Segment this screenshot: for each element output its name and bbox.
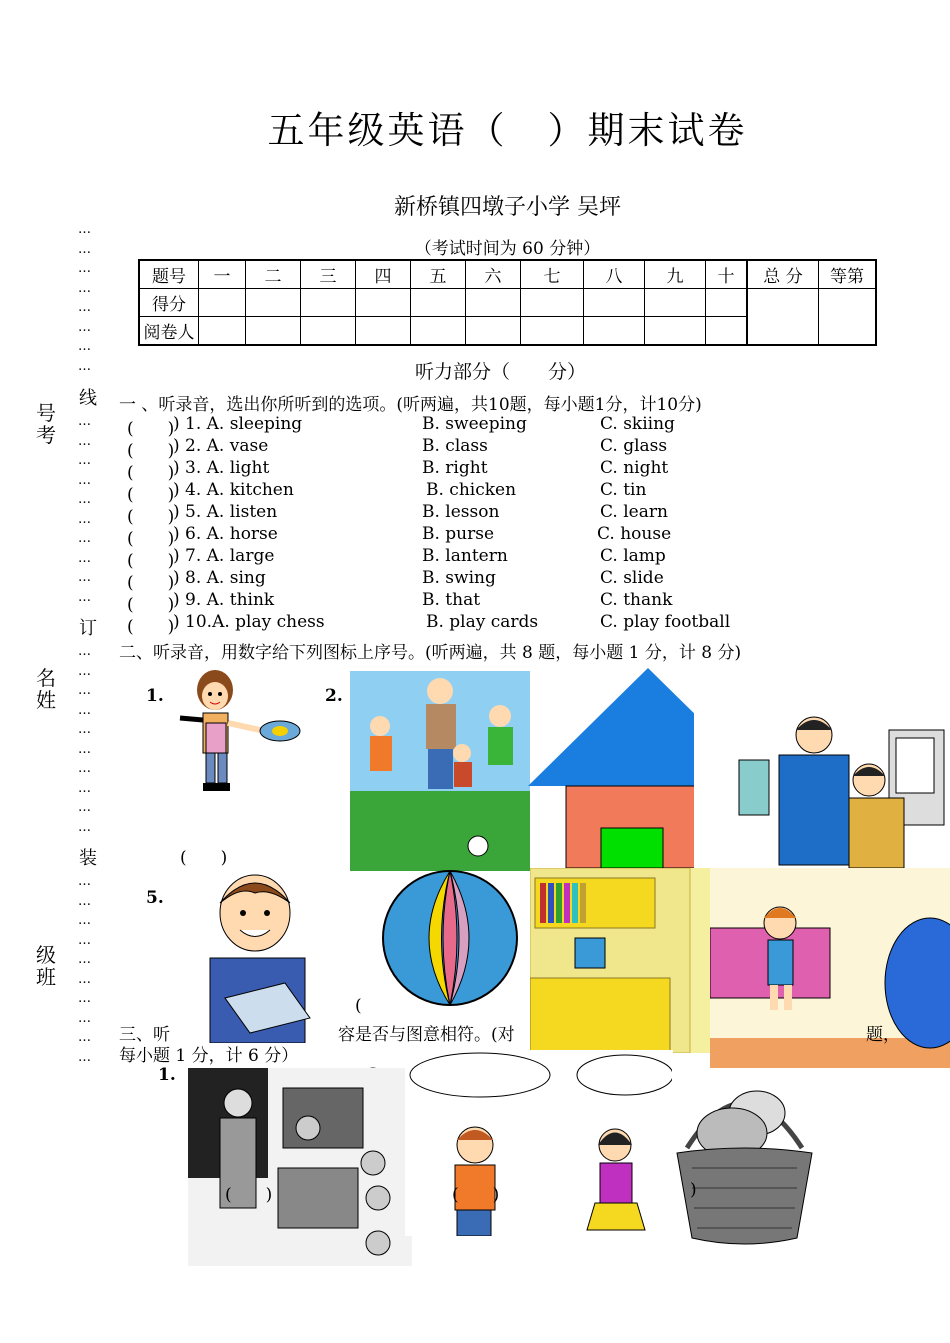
binding-mark: 线: [79, 388, 97, 409]
binding-dots: … … … … … … … … … …: [78, 644, 91, 835]
beach-ball-picture: [378, 868, 523, 1008]
binding-dots: … … … … … … … … … …: [78, 414, 91, 605]
q-bracket[interactable]: ( ): [127, 507, 175, 527]
score-header-cell: 八: [584, 260, 645, 289]
section3-instruction-line2: 每小题 1 分，计 6 分）: [119, 1046, 299, 1066]
boy-reading-picture: [170, 868, 340, 1043]
q-option-a: ) 5. A. listen: [173, 502, 278, 522]
q-option-c: C. skiing: [600, 414, 675, 434]
total-score-cell[interactable]: [747, 289, 819, 346]
score-row: [139, 289, 876, 317]
q-bracket[interactable]: ( ): [127, 463, 175, 483]
q-option-c: C. play football: [600, 612, 731, 632]
q-option-b: B. class: [422, 436, 488, 456]
living-room-girl-picture: [710, 868, 950, 1068]
answer-bracket[interactable]: ( ): [225, 1185, 273, 1205]
q-option-a: ) 9. A. think: [173, 590, 275, 610]
q-option-b: B. lesson: [422, 502, 500, 522]
answer-bracket[interactable]: ( ): [180, 848, 228, 868]
score-cell[interactable]: [356, 289, 411, 317]
grader-cell[interactable]: [706, 317, 748, 346]
q-option-c: C. lamp: [600, 546, 666, 566]
grader-cell[interactable]: [246, 317, 301, 346]
q-option-c: C. glass: [600, 436, 668, 456]
grade-cell[interactable]: [819, 289, 877, 346]
q-bracket[interactable]: ( ): [127, 441, 175, 461]
score-header-cell: 三: [301, 260, 356, 289]
binding-mark: 装: [79, 848, 97, 869]
score-row-label: 得分: [139, 289, 199, 317]
children-playing-football-picture: [350, 671, 530, 871]
q-option-a: ) 2. A. vase: [173, 436, 269, 456]
q-bracket[interactable]: ( ): [127, 551, 175, 571]
q-option-a: ) 6. A. horse: [173, 524, 278, 544]
dog-in-basket-picture: [672, 1068, 817, 1248]
girl-cooking-picture: [170, 668, 310, 803]
score-cell[interactable]: [246, 289, 301, 317]
grader-cell[interactable]: [301, 317, 356, 346]
score-header-cell: 九: [645, 260, 706, 289]
exam-title: 五年级英语（ ）期末试卷: [267, 109, 748, 152]
q-bracket[interactable]: ( ): [127, 419, 175, 439]
score-cell[interactable]: [645, 289, 706, 317]
picture-label: 2.: [325, 686, 343, 706]
grader-cell[interactable]: [411, 317, 466, 346]
q-option-a: ) 8. A. sing: [173, 568, 266, 588]
q-option-a: ) 3. A. light: [173, 458, 270, 478]
school-name: 新桥镇四墩子小学 吴坪: [394, 195, 621, 220]
binding-mark: 订: [79, 618, 97, 639]
section3-instruction: 三、听: [119, 1025, 170, 1045]
boy-girl-thinking-picture: [405, 1050, 673, 1236]
score-cell[interactable]: [411, 289, 466, 317]
q-option-c: C. night: [600, 458, 669, 478]
q-option-b: B. chicken: [426, 480, 517, 500]
grader-cell[interactable]: [356, 317, 411, 346]
score-header-cell: 二: [246, 260, 301, 289]
class-field: 级 班: [36, 943, 56, 989]
q-option-b: B. play cards: [426, 612, 539, 632]
grader-row-label: 阅卷人: [139, 317, 199, 346]
section3-instruction-mid: 容是否与图意相符。(对: [338, 1025, 515, 1045]
grader-cell[interactable]: [199, 317, 246, 346]
score-header-cell: 五: [411, 260, 466, 289]
score-table: [138, 259, 877, 346]
picture-label: 5.: [146, 888, 164, 908]
q-option-b: B. purse: [422, 524, 495, 544]
student-name-field: 名 姓: [36, 666, 56, 712]
classroom-picture: [188, 1068, 412, 1266]
binding-dots: … … … … … … … …: [78, 222, 91, 374]
section2-instruction: 二、听录音，用数字给下列图标上序号。(听两遍，共 8 题，每小题 1 分，计 8 分): [119, 643, 742, 663]
q-bracket[interactable]: ( ): [127, 595, 175, 615]
q-bracket[interactable]: ( ): [127, 485, 175, 505]
q-option-b: B. swing: [422, 568, 496, 588]
answer-bracket: (: [355, 996, 362, 1016]
score-cell[interactable]: [466, 289, 521, 317]
section3-instruction-end: 题，: [866, 1025, 900, 1045]
score-header-cell: 题号: [139, 260, 199, 289]
score-cell[interactable]: [199, 289, 246, 317]
score-table-header-row: [139, 260, 876, 289]
q-bracket[interactable]: ( ): [127, 573, 175, 593]
score-header-cell: 六: [466, 260, 521, 289]
exam-number-field: 号 考: [36, 401, 56, 447]
score-cell[interactable]: [521, 289, 584, 317]
binding-dots: … … … … … … … … … …: [78, 874, 91, 1065]
score-header-cell: 十: [706, 260, 748, 289]
q-option-c: C. slide: [600, 568, 664, 588]
exam-time: （考试时间为 60 分钟）: [414, 239, 601, 259]
grader-cell[interactable]: [584, 317, 645, 346]
score-header-cell: 四: [356, 260, 411, 289]
listening-section-header: 听力部分（ 分）: [415, 361, 587, 383]
q-bracket[interactable]: ( ): [127, 617, 175, 637]
answer-bracket[interactable]: ( ): [452, 1185, 500, 1205]
picture-label: 1.: [146, 686, 164, 706]
score-cell[interactable]: [706, 289, 748, 317]
score-cell[interactable]: [301, 289, 356, 317]
q-option-c: C. tin: [600, 480, 647, 500]
q-option-b: B. right: [422, 458, 488, 478]
q-option-c: C. thank: [600, 590, 673, 610]
section1-instruction: 一 、听录音，选出你所听到的选项。(听两遍，共10题，每小题1分，计10分): [119, 395, 702, 415]
q-option-a: ) 4. A. kitchen: [173, 480, 294, 500]
q-option-b: B. lantern: [422, 546, 508, 566]
workers-computer-picture: [694, 710, 950, 870]
q-option-a: ) 7. A. large: [173, 546, 275, 566]
q-option-a: ) 10.A. play chess: [173, 612, 325, 632]
q-option-b: B. sweeping: [422, 414, 527, 434]
score-header-cell: 等第: [819, 260, 877, 289]
score-header-cell: 总 分: [747, 260, 819, 289]
answer-bracket: ): [690, 1180, 697, 1200]
grader-cell[interactable]: [521, 317, 584, 346]
q-option-c: C. learn: [600, 502, 668, 522]
q-option-c: C. house: [597, 524, 672, 544]
q-option-b: B. that: [422, 590, 481, 610]
grader-cell[interactable]: [645, 317, 706, 346]
score-header-cell: 七: [521, 260, 584, 289]
score-header-cell: 一: [199, 260, 246, 289]
q-bracket[interactable]: ( ): [127, 529, 175, 549]
study-room-picture: [530, 868, 712, 1053]
q-option-a: ) 1. A. sleeping: [173, 414, 303, 434]
picture-label: 1.: [158, 1065, 176, 1085]
score-cell[interactable]: [584, 289, 645, 317]
grader-cell[interactable]: [466, 317, 521, 346]
